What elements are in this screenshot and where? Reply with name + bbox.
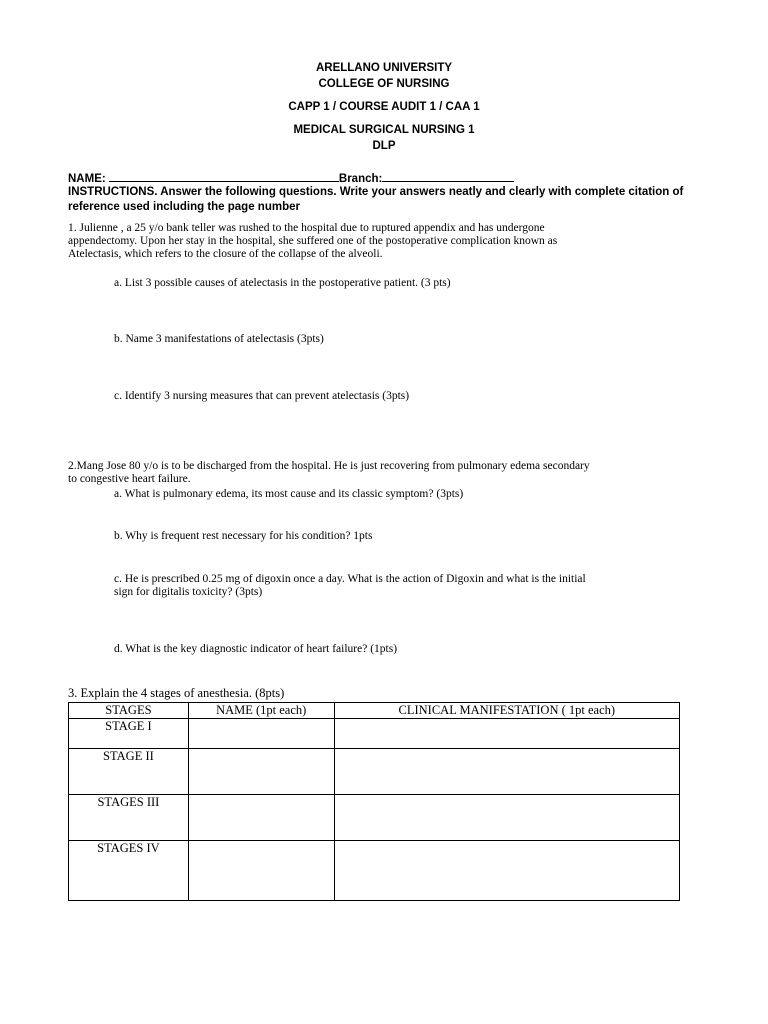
- name-answer-cell[interactable]: [188, 841, 334, 901]
- table-row: [69, 719, 680, 749]
- anesthesia-stages-table: [68, 702, 680, 901]
- name-label: NAME:: [68, 173, 106, 185]
- college-name: COLLEGE OF NURSING: [318, 78, 450, 90]
- question1-stem-line2: appendectomy. Upon her stay in the hospital, she suffered one of the postoperative complication known as: [68, 235, 558, 247]
- table-header-row: [69, 703, 680, 719]
- column-header-name: NAME (1pt each): [188, 703, 334, 719]
- question2-item-c-line1: c. He is prescribed 0.25 mg of digoxin once a day. What is the action of Digoxin and what is the initial: [114, 573, 586, 585]
- question2-stem-line1: 2.Mang Jose 80 y/o is to be discharged from the hospital. He is just recovering from pulmonary edema secondary: [68, 460, 590, 472]
- question1-item-c: c. Identify 3 nursing measures that can prevent atelectasis (3pts): [114, 390, 410, 402]
- instructions: INSTRUCTIONS. Answer the following questions. Write your answers neatly and clearly with complete citation of reference used including the page number: [68, 186, 684, 213]
- name-branch-row: [68, 170, 708, 186]
- question2-item-d: d. What is the key diagnostic indicator of heart failure? (1pts): [114, 643, 398, 655]
- column-header-stages: STAGES: [69, 703, 189, 719]
- name-answer-cell[interactable]: [188, 749, 334, 795]
- stage-label: STAGE II: [69, 749, 189, 795]
- stage-label: STAGE I: [69, 719, 189, 749]
- table-row: [69, 841, 680, 901]
- question1-item-b: b. Name 3 manifestations of atelectasis (3pts): [114, 333, 324, 345]
- branch-field-line[interactable]: [382, 170, 514, 182]
- manifestation-answer-cell[interactable]: [334, 795, 679, 841]
- name-answer-cell[interactable]: [188, 719, 334, 749]
- course-code: CAPP 1 / COURSE AUDIT 1 / CAA 1: [288, 101, 480, 113]
- document-type: DLP: [372, 140, 396, 152]
- subject-title: MEDICAL SURGICAL NURSING 1: [293, 124, 475, 136]
- name-field-line[interactable]: [109, 170, 339, 182]
- question2-item-a: a. What is pulmonary edema, its most cause and its classic symptom? (3pts): [114, 488, 464, 500]
- branch-label: Branch:: [338, 173, 383, 185]
- question1-stem-line1: 1. Julienne , a 25 y/o bank teller was rushed to the hospital due to ruptured appendix and has undergone: [68, 222, 545, 234]
- question3-title: 3. Explain the 4 stages of anesthesia. (8pts): [68, 686, 285, 700]
- stage-label: STAGES III: [69, 795, 189, 841]
- question1-item-a: a. List 3 possible causes of atelectasis in the postoperative patient. (3 pts): [114, 277, 451, 289]
- manifestation-answer-cell[interactable]: [334, 719, 679, 749]
- stage-label: STAGES IV: [69, 841, 189, 901]
- manifestation-answer-cell[interactable]: [334, 749, 679, 795]
- question2-item-c-line2: sign for digitalis toxicity? (3pts): [114, 586, 263, 598]
- university-name: ARELLANO UNIVERSITY: [315, 62, 453, 74]
- manifestation-answer-cell[interactable]: [334, 841, 679, 901]
- question1-stem-line3: Atelectasis, which refers to the closure of the collapse of the alveoli.: [68, 248, 383, 260]
- column-header-manifestation: CLINICAL MANIFESTATION ( 1pt each): [334, 703, 679, 719]
- name-answer-cell[interactable]: [188, 795, 334, 841]
- question2-item-b: b. Why is frequent rest necessary for his condition? 1pts: [114, 530, 373, 542]
- question2-stem-line2: to congestive heart failure.: [68, 473, 191, 485]
- table-row: [69, 749, 680, 795]
- table-row: [69, 795, 680, 841]
